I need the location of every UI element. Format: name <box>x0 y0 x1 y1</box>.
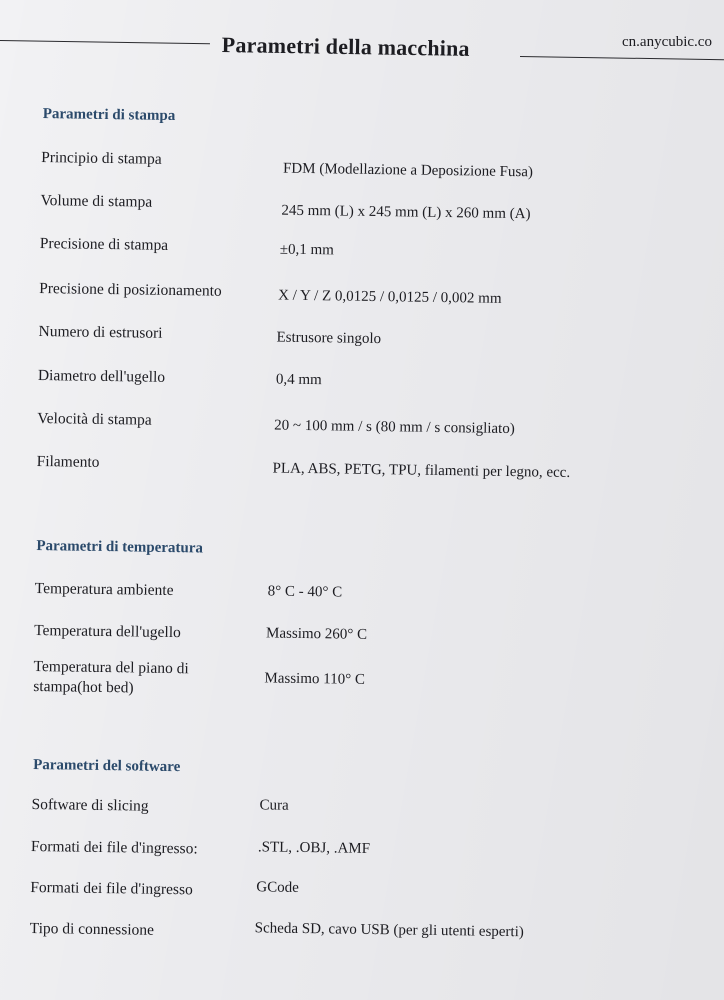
spec-value: Massimo 110° C <box>264 670 366 688</box>
spec-label: Diametro dell'ugello <box>37 367 166 386</box>
spec-label: Precisione di stampa <box>39 235 169 254</box>
spec-label: Numero di estrusori <box>38 323 163 342</box>
spec-label: Temperatura dell'ugello <box>34 621 181 642</box>
spec-label: Formati dei file d'ingresso: <box>30 837 198 858</box>
spec-label: Principio di stampa <box>41 149 162 168</box>
spec-label: Temperatura ambiente <box>34 579 174 600</box>
spec-label: Formati dei file d'ingresso <box>30 878 193 899</box>
spec-value: Estrusore singolo <box>276 329 382 348</box>
spec-value: Massimo 260° C <box>265 625 368 643</box>
spec-value: Cura <box>259 797 289 814</box>
spec-label: Precisione di posizionamento <box>39 280 222 300</box>
spec-value: .STL, .OBJ, .AMF <box>257 839 371 857</box>
spec-value: FDM (Modellazione a Deposizione Fusa) <box>282 160 534 181</box>
spec-label: stampa(hot bed) <box>33 677 134 697</box>
spec-label: Temperatura del piano di <box>33 657 189 678</box>
spec-label: Volume di stampa <box>40 192 153 211</box>
spec-value: X / Y / Z 0,0125 / 0,0125 / 0,002 mm <box>278 287 502 307</box>
spec-value: 0,4 mm <box>275 371 322 389</box>
section-title-temperature: Parametri di temperatura <box>36 537 204 557</box>
spec-value: ±0,1 mm <box>279 241 334 259</box>
spec-value: 245 mm (L) x 245 mm (L) x 260 mm (A) <box>281 202 531 223</box>
website-label: cn.anycubic.co <box>622 34 712 50</box>
section-title-software: Parametri del software <box>33 756 181 776</box>
spec-label: Velocità di stampa <box>37 409 152 429</box>
spec-label: Software di slicing <box>31 795 149 815</box>
spec-value: Scheda SD, cavo USB (per gli utenti esperti) <box>254 920 524 941</box>
page-title: Parametri della macchina <box>221 32 470 61</box>
spec-value: PLA, ABS, PETG, TPU, filamenti per legno, ecc. <box>272 460 571 481</box>
spec-label: Filamento <box>36 452 100 471</box>
spec-value: GCode <box>256 879 299 896</box>
section-title-print: Parametri di stampa <box>42 106 176 125</box>
spec-label: Tipo di connessione <box>29 919 155 939</box>
spec-value: 20 ~ 100 mm / s (80 mm / s consigliato) <box>274 417 515 438</box>
spec-value: 8° C - 40° C <box>267 583 343 601</box>
